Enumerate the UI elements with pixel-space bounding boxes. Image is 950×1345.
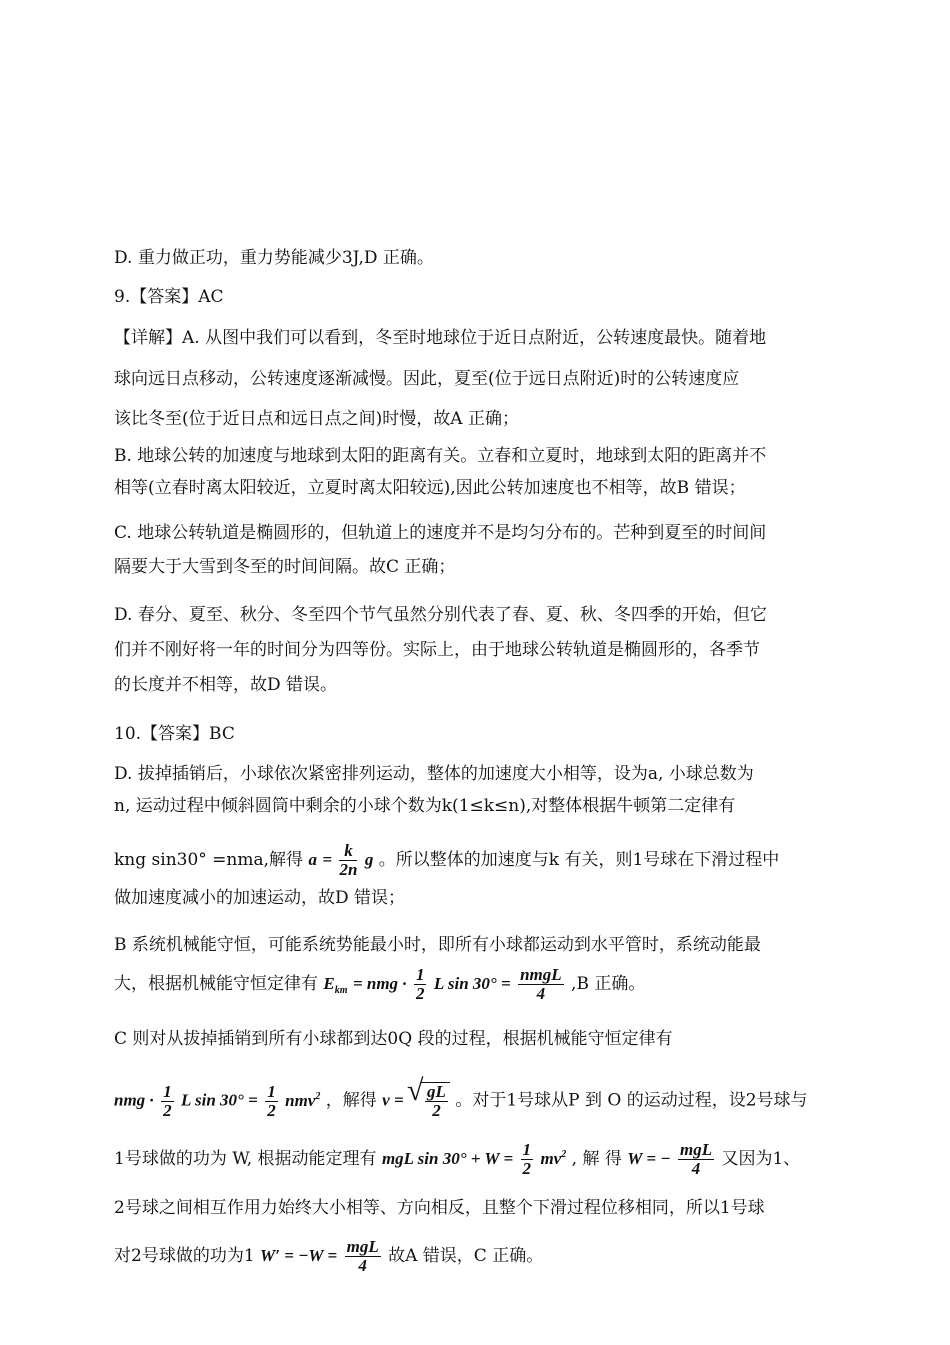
- equation-line: [114, 842, 779, 879]
- subscript: km: [334, 985, 348, 996]
- fraction-numerator: k: [339, 842, 357, 861]
- text-span: 。对于1号球从P 到 O 的运动过程，设2号球与: [455, 1090, 808, 1111]
- math-expression: W′ = −W =: [260, 1246, 338, 1265]
- fraction-denominator: 2: [267, 1100, 276, 1120]
- fraction-denominator: 2: [522, 1159, 532, 1178]
- fraction: [161, 1083, 174, 1120]
- equation-line: [114, 1082, 808, 1120]
- text-line: 的长度并不相等，故D 错误。: [114, 675, 338, 695]
- text-line: 做加速度减小的加速运动，故D 错误；: [114, 888, 406, 908]
- text-span: 大，根据机械能守恒定律有: [114, 974, 318, 994]
- text-line: C 则对从拔掉插销到所有小球都到达0Q 段的过程，根据机械能守恒定律有: [114, 1029, 673, 1049]
- fraction-denominator: 4: [691, 1159, 701, 1178]
- fraction-numerator: 1: [415, 965, 425, 984]
- fraction: [339, 842, 357, 879]
- energy-symbol: E: [323, 974, 335, 993]
- text-line: C. 地球公转轨道是椭圆形的，但轨道上的速度并不是均匀分布的。芒种到夏至的时间间: [114, 523, 767, 543]
- text-line: B. 地球公转的加速度与地球到太阳的距离有关。立春和立夏时，地球到太阳的距离并不: [114, 446, 767, 466]
- text-span: 。所以整体的加速度与k 有关，则1号球在下滑过程中: [378, 850, 780, 870]
- fraction: [521, 1141, 534, 1178]
- fraction-numerator: mgL: [679, 1140, 713, 1159]
- text-span: ,B 正确。: [571, 974, 646, 994]
- text-line: D. 重力做正功，重力势能减少3J,D 正确。: [114, 248, 434, 268]
- term: mv: [540, 1149, 562, 1168]
- answer-heading: 10.【答案】BC: [114, 724, 235, 744]
- text-span: , 解 得: [571, 1149, 622, 1169]
- fraction-numerator: 1: [267, 1081, 276, 1101]
- fraction: [518, 966, 564, 1003]
- math-expression: [285, 1091, 320, 1110]
- fraction-numerator: mgL: [346, 1237, 379, 1256]
- text-line: 们并不刚好将一年的时间分为四等份。实际上，由于地球公转轨道是椭圆形的，各季节: [114, 640, 760, 660]
- fraction-denominator: 2n: [339, 860, 358, 879]
- text-line: 球向远日点移动，公转速度逐渐减慢。因此，夏至(位于远日点附近)时的公转速度应: [114, 369, 740, 389]
- equation-line: [114, 1141, 800, 1178]
- text-span: 故A 错误，C 正确。: [388, 1246, 544, 1266]
- fraction-denominator: 2: [432, 1101, 441, 1120]
- fraction-denominator: 2: [415, 984, 425, 1003]
- math-expression: [540, 1149, 566, 1168]
- equation-line: [114, 1238, 543, 1275]
- text-span: 又因为1、: [721, 1149, 801, 1169]
- math-expression: mgL sin 30° + W =: [381, 1149, 514, 1168]
- text-line: 隔要大于大雪到冬至的时间间隔。故C 正确；: [114, 557, 456, 577]
- fraction-numerator: 1: [522, 1140, 532, 1159]
- math-expression: W = −: [627, 1149, 671, 1168]
- fraction: [425, 1083, 448, 1120]
- fraction: [678, 1141, 714, 1178]
- square-root: [421, 1082, 450, 1120]
- fraction: [414, 966, 427, 1003]
- equation-line: [114, 966, 645, 1003]
- text-line: B 系统机械能守恒，可能系统势能最小时，即所有小球都运动到水平管时，系统动能最: [114, 935, 761, 955]
- math-symbol: =: [322, 850, 333, 869]
- text-line: n, 运动过程中倾斜圆筒中剩余的小球个数为k(1≤k≤n),对整体根据牛顿第二定律有: [114, 796, 736, 816]
- math-expression: L sin 30° =: [181, 1090, 258, 1110]
- text-line: D. 拔掉插销后，小球依次紧密排列运动，整体的加速度大小相等，设为a, 小球总数为: [114, 764, 754, 784]
- fraction-denominator: 4: [536, 984, 546, 1003]
- fraction-denominator: 4: [358, 1256, 367, 1275]
- text-line: 2号球之间相互作用力始终大小相等、方向相反，且整个下滑过程位移相同，所以1号球: [114, 1198, 765, 1218]
- math-symbol: [323, 974, 348, 996]
- text-line: 【详解】A. 从图中我们可以看到，冬至时地球位于近日点附近，公转速度最快。随着地: [114, 328, 767, 348]
- superscript: 2: [561, 1149, 567, 1160]
- text-span: ，解得: [325, 1090, 377, 1111]
- math-symbol: g: [364, 850, 374, 869]
- fraction: [345, 1238, 381, 1275]
- math-expression: nmg ·: [114, 1090, 154, 1110]
- text-line: 相等(立春时离太阳较近，立夏时离太阳较远),因此公转加速度也不相等，故B 错误；: [114, 478, 746, 498]
- math-expression: L sin 30° =: [433, 974, 511, 993]
- term: nmv: [285, 1090, 316, 1110]
- text-span: kng sin30° =nma,解得: [114, 850, 304, 870]
- math-symbol: a: [308, 850, 317, 869]
- fraction-numerator: 1: [163, 1081, 172, 1101]
- text-span: 对2号球做的功为1: [114, 1246, 255, 1266]
- fraction-denominator: 2: [163, 1100, 172, 1120]
- math-expression: = nmg ·: [352, 974, 407, 993]
- text-line: 该比冬至(位于近日点和远日点之间)时慢，故A 正确；: [114, 409, 519, 429]
- fraction-numerator: nmgL: [520, 965, 562, 984]
- fraction-numerator: √ gL: [427, 1082, 446, 1101]
- superscript: 2: [315, 1090, 321, 1102]
- fraction: [265, 1083, 278, 1120]
- text-span: 1号球做的功为 W, 根据动能定理有: [114, 1149, 377, 1169]
- math-expression: v =: [382, 1090, 404, 1110]
- answer-heading: 9.【答案】AC: [114, 287, 224, 307]
- text-line: D. 春分、夏至、秋分、冬至四个节气虽然分别代表了春、夏、秋、冬四季的开始，但它: [114, 605, 767, 625]
